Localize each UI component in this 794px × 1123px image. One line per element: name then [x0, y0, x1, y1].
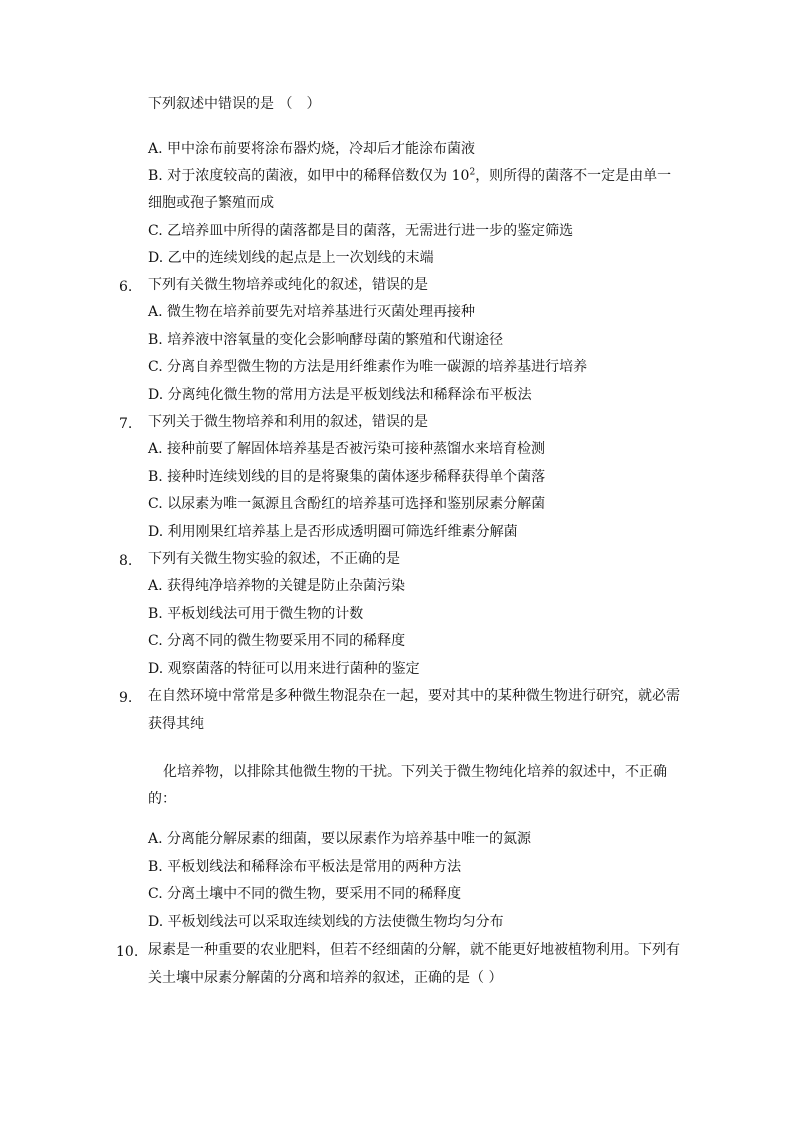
option-a: A. 分离能分解尿素的细菌，要以尿素作为培养基中唯一的氮源 — [148, 831, 532, 847]
option-a: A. 获得纯净培养物的关键是防止杂菌污染 — [148, 578, 406, 594]
question-stem-line: 尿素是一种重要的农业肥料，但若不经细菌的分解，就不能更好地被植物利用。下列有 — [148, 942, 680, 958]
option-d: D. 观察菌落的特征可以用来进行菌种的鉴定 — [148, 661, 420, 677]
question-stem: 下列有关微生物培养或纯化的叙述，错误的是 — [148, 277, 428, 293]
option-d: D. 乙中的连续划线的起点是上一次划线的末端 — [148, 250, 434, 266]
option-c: C. 分离土壤中不同的微生物，要采用不同的稀释度 — [148, 886, 462, 902]
question-stem-line: 关土壤中尿素分解菌的分离和培养的叙述，正确的是（ ） — [148, 970, 503, 986]
question-stem: 下列关于微生物培养和利用的叙述，错误的是 — [148, 414, 428, 430]
question-number: 9. — [119, 690, 133, 706]
question-number: 10. — [116, 944, 139, 960]
option-c: C. 分离不同的微生物要采用不同的稀释度 — [148, 633, 406, 649]
option-b: B. 对于浓度较高的菌液，如甲中的稀释倍数仅为 $10^2$，则所得的菌落不一定是由单一 — [148, 167, 672, 184]
option-d: D. 分离纯化微生物的常用方法是平板划线法和稀释涂布平板法 — [148, 387, 532, 403]
question-stem-line: 获得其纯 — [148, 716, 204, 732]
option-c: C. 以尿素为唯一氮源且含酚红的培养基可选择和鉴别尿素分解菌 — [148, 496, 546, 512]
option-c: C. 分离自养型微生物的方法是用纤维素作为唯一碳源的培养基进行培养 — [148, 359, 588, 375]
question-stem-line: 的： — [148, 791, 176, 807]
superscript-exponent: 2 — [469, 167, 476, 178]
question-stem: 下列有关微生物实验的叙述，不正确的是 — [148, 551, 400, 567]
option-d: D. 平板划线法可以采取连续划线的方法使微生物均匀分布 — [148, 914, 504, 930]
question-stem-line: 在自然环境中常常是多种微生物混杂在一起，要对其中的某种微生物进行研究，就必需 — [148, 688, 680, 704]
question-number: 8. — [119, 553, 133, 569]
option-b-continued: 细胞或孢子繁殖而成 — [148, 195, 274, 211]
option-c: C. 乙培养皿中所得的菌落都是目的菌落，无需进行进一步的鉴定筛选 — [148, 223, 574, 239]
option-a: A. 微生物在培养前要先对培养基进行灭菌处理再接种 — [148, 304, 476, 320]
option-a: A. 接种前要了解固体培养基是否被污染可接种蒸馏水来培育检测 — [148, 441, 546, 457]
option-a: A. 甲中涂布前要将涂布器灼烧，冷却后才能涂布菌液 — [148, 141, 476, 157]
question-stem-line: 化培养物，以排除其他微生物的干扰。下列关于微生物纯化培养的叙述中，不正确 — [163, 764, 667, 780]
option-d: D. 利用刚果红培养基上是否形成透明圈可筛选纤维素分解菌 — [148, 524, 518, 540]
question-number: 7. — [119, 416, 133, 432]
option-b: B. 平板划线法可用于微生物的计数 — [148, 606, 364, 622]
question-number: 6. — [119, 279, 133, 295]
option-b: B. 培养液中溶氧量的变化会影响酵母菌的繁殖和代谢途径 — [148, 332, 504, 348]
option-b: B. 平板划线法和稀释涂布平板法是常用的两种方法 — [148, 859, 462, 875]
question-stem: 下列叙述中错误的是 （ ） — [148, 96, 321, 112]
option-b: B. 接种时连续划线的目的是将聚集的菌体逐步稀释获得单个菌落 — [148, 469, 546, 485]
